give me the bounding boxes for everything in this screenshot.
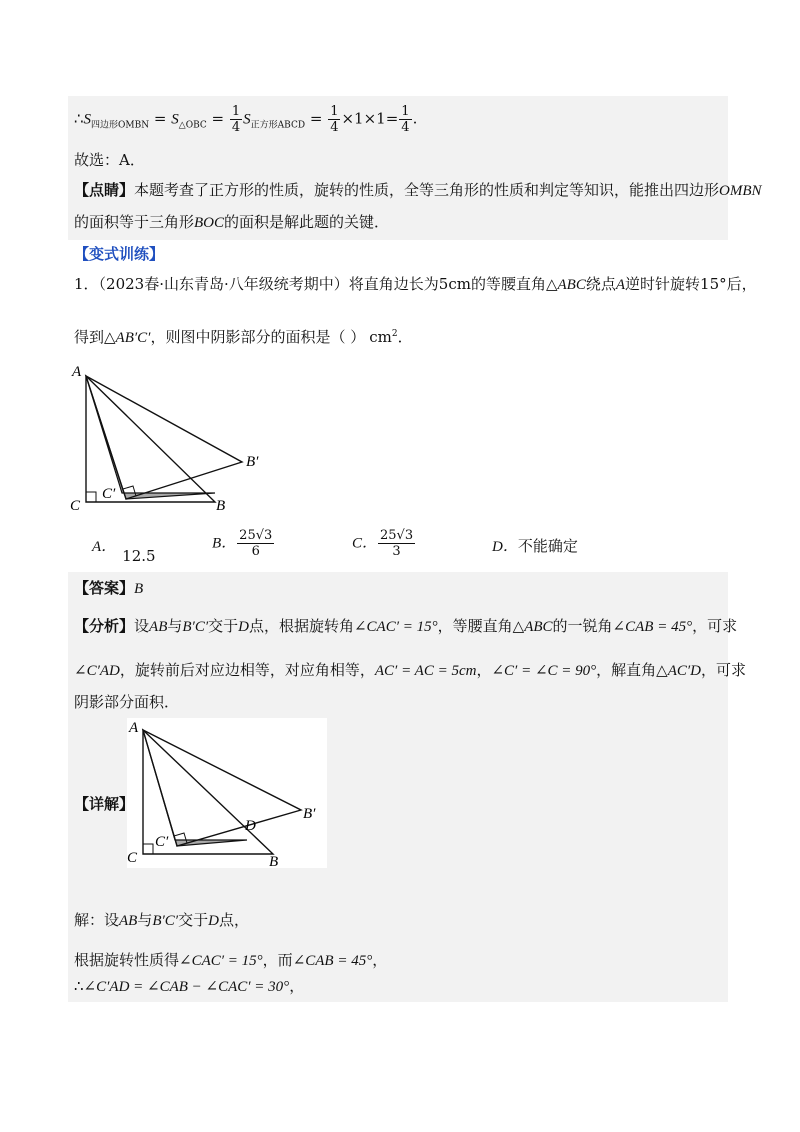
detail-line-1: 解：设AB与B′C′交于D点， <box>74 911 249 929</box>
detail-label: 【详解】 <box>74 795 135 813</box>
label-Bprime: B′ <box>246 454 259 470</box>
detail-figure <box>127 718 327 868</box>
triangle-ABprimeCprime <box>86 376 242 499</box>
choice-d[interactable]: D．不能确定 <box>492 537 578 555</box>
section-title: 【变式训练】 <box>74 245 165 263</box>
detail-line-2: 根据旋转性质得∠CAC′ = 15°，而∠CAB = 45°， <box>74 951 388 969</box>
question-figure <box>66 362 276 514</box>
label-B: B <box>269 854 279 868</box>
question-line-2: 得到△AB′C′，则图中阴影部分的面积是（ ） $cm^2$． <box>74 328 413 346</box>
answer-choice-line: 故选：A． <box>74 151 145 169</box>
label-C: C <box>127 850 138 866</box>
label-C: C <box>70 498 81 514</box>
triangle-ABprimeCprime <box>143 730 301 846</box>
choice-a[interactable]: A． 12.5 <box>92 539 156 565</box>
analysis-line-1: 【分析】设AB与B′C′交于D点，根据旋转角∠CAC′ = 15°，等腰直角△ABC的一锐角∠CAB = 45°，可求 <box>74 617 738 635</box>
label-Cprime: C′ <box>155 834 169 850</box>
right-angle-C <box>143 844 153 854</box>
right-angle-C <box>86 492 96 502</box>
comment-line-1: 【点睛】本题考查了正方形的性质，旋转的性质，全等三角形的性质和判定等知识，能推出四边形OMBN <box>74 181 762 199</box>
label-D: D <box>245 818 256 834</box>
area-formula: $\therefore S_{四边形OMBN} = S_{\triangle OBC}$ = $\frac{1}{4}$ $S_{正方形ABCD}$ = $\frac{1}{4}$ ×1×1= $\frac{1}{4}$ . <box>74 104 418 135</box>
choice-b[interactable]: B． $\frac{25√3}{6}$ <box>212 528 273 559</box>
label-A: A <box>129 720 139 736</box>
label-Cprime: C′ <box>102 486 116 502</box>
shaded-region <box>143 730 247 846</box>
detail-line-3: ∴∠C′AD = ∠CAB − ∠CAC′ = 30°， <box>74 977 305 995</box>
question-line-1: 1．（2023春·山东青岛·八年级统考期中）将直角边长为5cm的等腰直角△ABC绕点A逆时针旋转15°后， <box>74 275 757 293</box>
analysis-line-3: 阴影部分面积． <box>74 693 180 711</box>
label-A: A <box>72 364 82 380</box>
choice-c[interactable]: C． $\frac{25√3}{3}$ <box>352 528 414 559</box>
label-B: B <box>216 498 226 514</box>
label-Bprime: B′ <box>303 806 316 822</box>
analysis-line-2: ∠C′AD，旋转前后对应边相等，对应角相等，AC′ = AC = 5cm，∠C′ = ∠C = 90°，解直角△AC′D，可求 <box>74 661 747 679</box>
comment-line-2: 的面积等于三角形BOC的面积是解此题的关键． <box>74 213 390 231</box>
answer-line: 【答案】B <box>74 579 144 597</box>
